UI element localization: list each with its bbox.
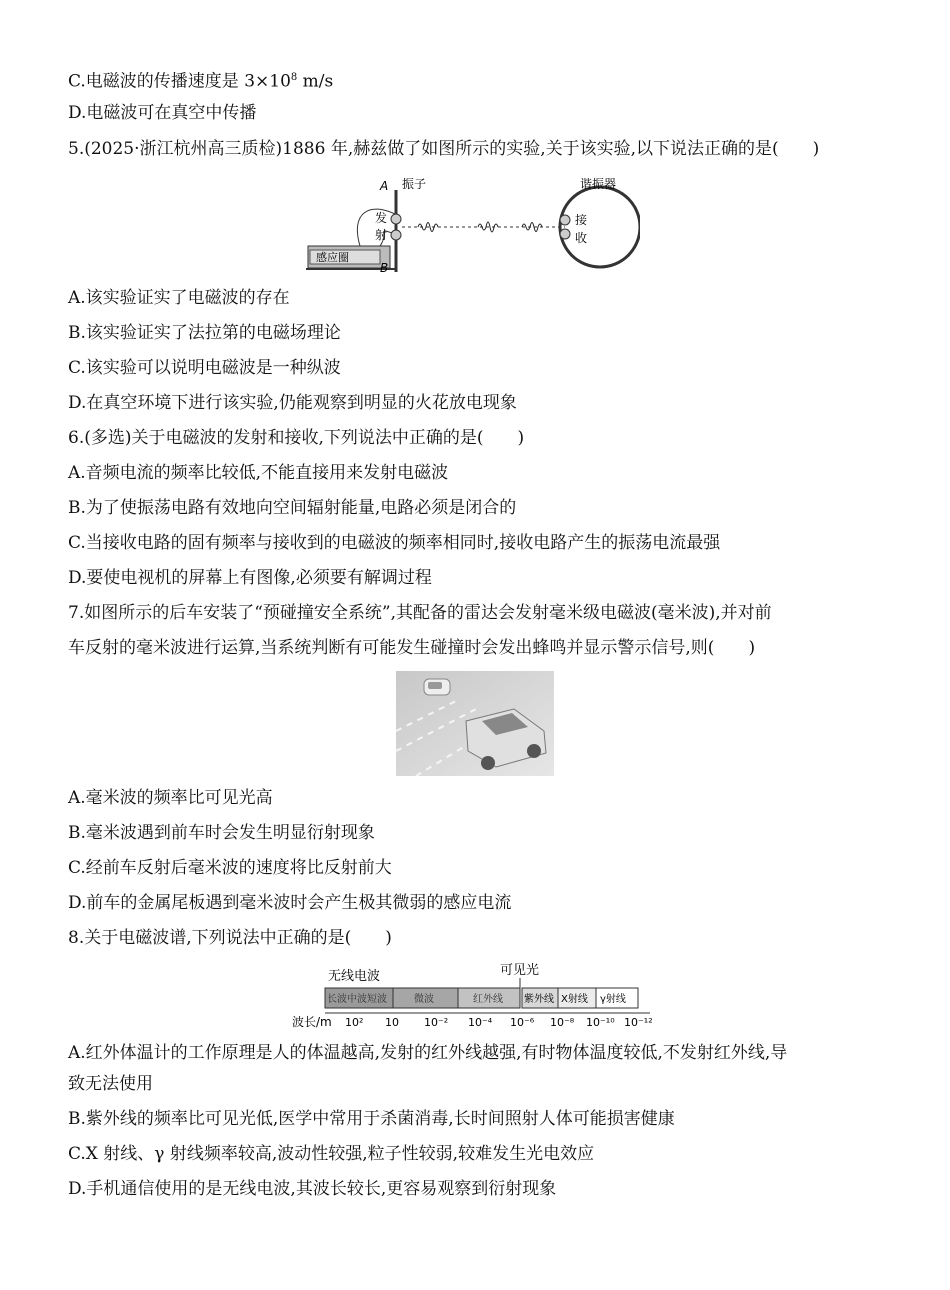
band-label: γ射线 [600, 994, 626, 1005]
option-line: D.电磁波可在真空中传播 [68, 103, 257, 123]
option-line: C.X 射线、γ 射线频率较高,波动性较强,粒子性较弱,较难发生光电效应 [68, 1144, 595, 1164]
option-line: B.紫外线的频率比可见光低,医学中常用于杀菌消毒,长时间照射人体可能损害健康 [68, 1109, 675, 1129]
option-line: B.该实验证实了法拉第的电磁场理论 [68, 323, 341, 343]
tick-label: 10⁻² [424, 1016, 449, 1029]
spectrum-figure [290, 958, 660, 1030]
option-line: A.红外体温计的工作原理是人的体温越高,发射的红外线越强,有时物体温度较低,不发射红外线,导 [68, 1043, 788, 1063]
tick-label: 10⁻⁶ [510, 1016, 535, 1029]
question-5: 5.(2025·浙江杭州高三质检)1886 年,赫兹做了如图所示的实验,关于该实验,以下说法正确的是( ) [68, 139, 820, 159]
recv-label-2: 收 [575, 231, 588, 245]
tick-label: 10 [385, 1016, 399, 1029]
label-a: A [380, 179, 389, 193]
option-line: A.毫米波的频率比可见光高 [68, 788, 273, 808]
tick-label: 10² [345, 1016, 364, 1029]
option-line: D.手机通信使用的是无线电波,其波长较长,更容易观察到衍射现象 [68, 1179, 557, 1199]
resonator-label: 谐振器 [580, 177, 617, 191]
option-line: C.该实验可以说明电磁波是一种纵波 [68, 358, 341, 378]
band-label: 长波中波短波 [327, 994, 387, 1005]
option-line: D.在真空环境下进行该实验,仍能观察到明显的火花放电现象 [68, 393, 517, 413]
question-6: 6.(多选)关于电磁波的发射和接收,下列说法中正确的是( ) [68, 428, 525, 448]
option-line: C.电磁波的传播速度是 $3\times 10^8$ m/s [68, 71, 334, 92]
tick-label: 10⁻⁴ [468, 1016, 493, 1029]
option-line: B.为了使振荡电路有效地向空间辐射能量,电路必须是闭合的 [68, 498, 517, 518]
coil-label: 感应圈 [316, 251, 349, 264]
band-label: X射线 [561, 994, 588, 1005]
radio-label: 无线电波 [328, 969, 381, 984]
tick-label: 10⁻¹⁰ [586, 1016, 615, 1029]
resonator-ring [560, 187, 640, 267]
option-line-cont: 致无法使用 [68, 1074, 153, 1094]
option-line: A.音频电流的频率比较低,不能直接用来发射电磁波 [68, 463, 449, 483]
option-line: D.要使电视机的屏幕上有图像,必须要有解调过程 [68, 568, 432, 588]
front-car [424, 679, 450, 695]
emit-label-2: 射 [375, 228, 388, 242]
band-label: 紫外线 [524, 994, 554, 1005]
recv-label-1: 接 [575, 213, 588, 227]
option-line: C.经前车反射后毫米波的速度将比反射前大 [68, 858, 392, 878]
option-line: A.该实验证实了电磁波的存在 [68, 288, 290, 308]
label-b: B [380, 261, 389, 275]
band-label: 微波 [414, 994, 434, 1005]
emit-label-1: 发 [375, 211, 388, 225]
option-line: B.毫米波遇到前车时会发生明显衍射现象 [68, 823, 375, 843]
hertz-experiment-figure [300, 172, 640, 277]
oscillator-label: 振子 [402, 177, 427, 191]
question-7-cont: 车反射的毫米波进行运算,当系统判断有可能发生碰撞时会发出蜂鸣并显示警示信号,则( ) [68, 638, 756, 658]
band-label: 红外线 [473, 994, 503, 1005]
car-photo [396, 671, 554, 776]
option-line: C.当接收电路的固有频率与接收到的电磁波的频率相同时,接收电路产生的振荡电流最强 [68, 533, 721, 553]
tick-label: 10⁻¹² [624, 1016, 653, 1029]
tick-label: 10⁻⁸ [550, 1016, 575, 1029]
axis-label: 波长/m [292, 1015, 332, 1029]
visible-label: 可见光 [500, 963, 540, 978]
question-8: 8.关于电磁波谱,下列说法中正确的是( ) [68, 928, 392, 948]
option-line: D.前车的金属尾板遇到毫米波时会产生极其微弱的感应电流 [68, 893, 512, 913]
question-7: 7.如图所示的后车安装了“预碰撞安全系统”,其配备的雷达会发射毫米级电磁波(毫米波),并对前 [68, 603, 772, 623]
